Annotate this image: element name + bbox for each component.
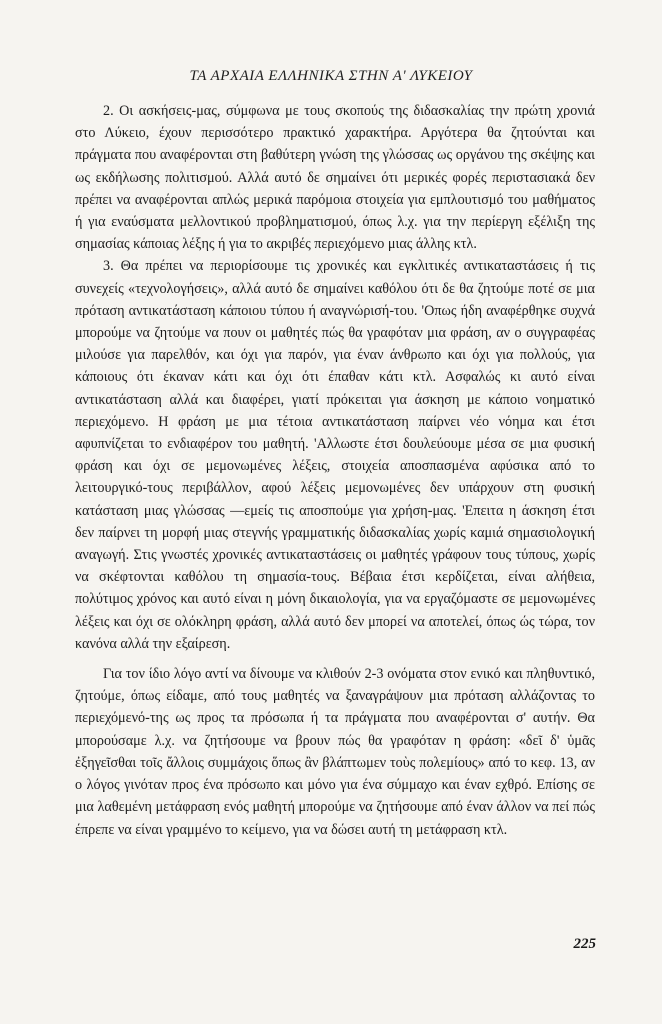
page-body	[75, 100, 595, 841]
paragraph-section-3: 3. Θα πρέπει να περιορίσουμε τις χρονικές και εγκλιτικές αντικαταστάσεις ή τις συνεχείς «τεχνολογήσεις», αλλά αυτό δε σημαίνει καθόλου ότι δε θα ζητούμε ποτέ σε μια πρόταση αντικατάσταση κάποιου τύπου ή αναγνώρισή-του. 'Οπως ήδη αναφέρθηκε συχνά μπορούμε να ζητούμε να πουν οι μαθητές πώς θα γραφόταν μια φράση, αν ο συγγραφέας μιλούσε για παρελθόν, και όχι για παρόν, για έναν άνθρωπο και όχι για πολλούς, για κάποιους ότι έκαναν κάτι και όχι ότι έπαθαν κάτι κτλ. Ασφαλώς κι αυτό είναι αντικατάσταση αλλά και διαφέρει, γιατί πρόκειται για άσκηση με κάποιο νοηματικό περιεχόμενο. Η φράση με μια τέτοια αντικατάσταση παίρνει νέο νόημα και έτσι αφυπνίζεται το ενδιαφέρον του μαθητή. 'Αλλωστε έτσι δουλεύουμε μέσα σε μια φυσική φράση και όχι σε μεμονωμένες λέξεις, στοιχεία αποσπασμένα αφύσικα από το λειτουργικό-τους περιβάλλον, αφού λέξεις μεμονωμένες δεν υπάρχουν στη φυσική κατάσταση μιας γλώσσας —εμείς τις αποσπούμε για χρήση-μας. 'Επειτα η άσκηση έτσι δεν παίρνει τη μορφή μιας στεγνής γραμματικής διδασκαλίας χωρίς καμιά σημασιολογική αναγωγή. Στις γνωστές χρονικές αντικαταστάσεις οι μαθητές γράφουν τους τύπους, χωρίς να σκέφτονται καθόλου τη σημασία-τους. Βέβαια έτσι κερδίζεται, είναι αλήθεια, πολύτιμος χρόνος και αυτό είναι η μόνη δικαιολογία, για να εργαζόμαστε σε μεμονωμένες λέξεις και όχι σε ολόκληρη φράση, αλλά αυτό δεν μπορεί να αποτελεί, όπως ώς τώρα, τον κανόνα αλλά την εξαίρεση.	[75, 258, 595, 652]
paragraph-section-2: 2. Οι ασκήσεις-μας, σύμφωνα με τους σκοπούς της διδασκαλίας την πρώτη χρονιά στο Λύκειο, έχουν περισσότερο πρακτικό χαρακτήρα. Αργότερα θα ζητούνται και πράγματα που αναφέρονται στη βαθύτερη γνώση της γλώσσας ως οργάνου της σκέψης και ως εκδήλωσης πολιτισμού. Αλλά αυτό δε σημαίνει ότι μερικές φορές περιστασιακά δεν πρέπει να αναφέρονται απλώς μερικά παρόμοια στοιχεία για εμπλουτισμό του μαθήματος ή για εναύσματα μελλοντικού προβληματισμού, όπως λ.χ. για την περίεργη εξέλιξη της σημασίας κάποιας λέξης ή για το ακριβές περιεχόμενο μιας άλλης κτλ.	[75, 103, 595, 253]
paragraph-continuation: Για τον ίδιο λόγο αντί να δίνουμε να κλιθούν 2-3 ονόματα στον ενικό και πληθυντικό, ζητούμε, όπως είδαμε, από τους μαθητές να ξαναγράψουν μια πρόταση αλλάζοντας το περιεχόμενό-της ως προς τα πρόσωπα ή τα πράγματα που αναφέρονται σ' αυτήν. Θα μπορούσαμε λ.χ. να ζητήσουμε να βρουν πώς θα γραφόταν η φράση: «δεῖ δ' ὑμᾶς ἐξηγεῖσθαι τοῖς ἄλλοις συμμάχοις ὅπως ἂν βλάπτωμεν τοὺς πολεμίους» από το κεφ. 13, αν ο λόγος γινόταν προς ένα πρόσωπο και μόνο για ένα σύμμαχο και έναν εχθρό. Επίσης σε μια λαθεμένη μετάφραση ενός μαθητή μπορούμε να ζητήσουμε από έναν άλλον να πεί πώς έπρεπε να είναι γραμμένο το κείμενο, για να δώσει αυτή τη μετάφραση κτλ.	[75, 666, 595, 838]
page-number: 225	[573, 936, 596, 952]
running-head-title: ΤΑ ΑΡΧΑΙΑ ΕΛΛΗΝΙΚΑ ΣΤΗΝ Α' ΛΥΚΕΙΟΥ	[189, 68, 473, 84]
